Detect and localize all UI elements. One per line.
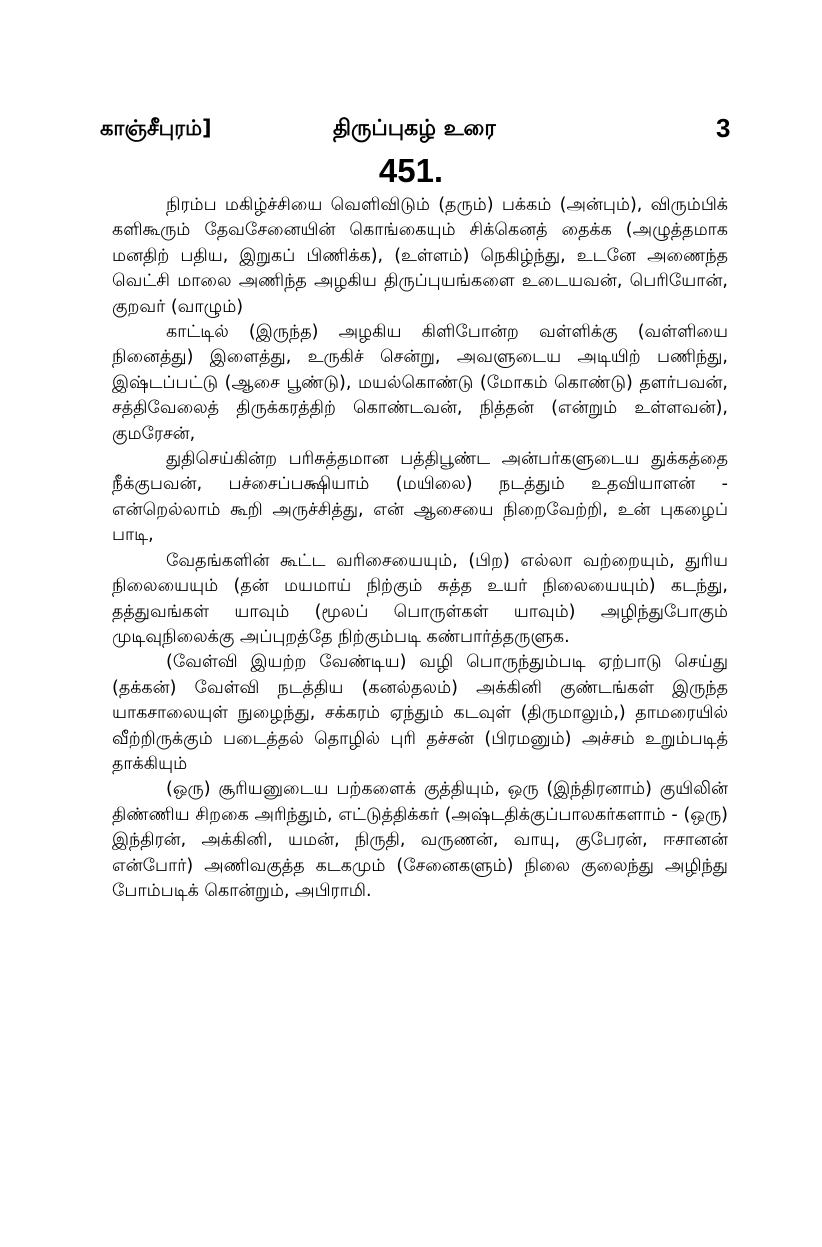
paragraph-1: நிரம்ப மகிழ்ச்சியை வெளிவிடும் (தரும்) பக்கம் (அன்பும்), விரும்பிக் களிகூரும் தேவசேனையின் கொங்கையும் சிக்கெனத் தைக்க (அழுத்தமாக மனதிற் பதிய, இறுகப் பிணிக்க), (உள்ளம்) நெகிழ்ந்து, உடனே அணைந்த வெட்சி மாலை அணிந்த அழகிய திருப்புயங்களை உடையவன், பெரியோன், குறவர் (வாழும்): [112, 195, 728, 317]
page-number: 3: [716, 113, 731, 143]
paragraph-4: வேதங்களின் கூட்ட வரிசையையும், (பிற) எல்லா வற்றையும், துரிய நிலையையும் (தன் மயமாய் நிற்கும் சுத்த உயர் நிலையையும்) கடந்து, தத்துவங்கள் யாவும் (மூலப் பொருள்கள் யாவும்) அழிந்துபோகும் முடிவுநிலைக்கு அப்புறத்தே நிற்கும்படி கண்பார்த்தருளுக.: [112, 550, 728, 647]
paragraph-5: (வேள்வி இயற்ற வேண்டிய) வழி பொருந்தும்படி ஏற்பாடு செய்து (தக்கன்) வேள்வி நடத்திய (கனல்தலம்) அக்கினி குண்டங்கள் இருந்த யாகசாலையுள் நுழைந்து, சக்கரம் ஏந்தும் கடவுள் (திருமாலும்,) தாமரையில் வீற்றிருக்கும் படைத்தல் தொழில் புரி தச்சன் (பிரமனும்) அச்சம் உறும்படித் தாக்கியும்: [112, 652, 728, 774]
running-header-left: காஞ்சீபுரம்]: [100, 116, 212, 140]
running-header-title: திருப்புகழ் உரை: [333, 116, 496, 141]
paragraph-6: (ஒரு) சூரியனுடைய பற்களைக் குத்தியும், ஒரு (இந்திரனாம்) குயிலின் திண்ணிய சிறகை அரிந்தும், எட்டுத்திக்கர் (அஷ்டதிக்குப்பாலகர்களாம் - (ஒரு) இந்திரன், அக்கினி, யமன், நிருதி, வருணன், வாயு, குபேரன், ஈசானன் என்போர்) அணிவகுத்த கடகமும் (சேனைகளும்) நிலை குலைந்து அழிந்து போம்படிக் கொன்றும், அபிராமி.: [112, 779, 728, 901]
paragraph-2: காட்டில் (இருந்த) அழகிய கிளிபோன்ற வள்ளிக்கு (வள்ளியை நினைத்து) இளைத்து, உருகிச் சென்று, அவளுடைய அடியிற் பணிந்து, இஷ்டப்பட்டு (ஆசை பூண்டு), மயல்கொண்டு (மோகம் கொண்டு) தளர்பவன், சத்திவேலைத் திருக்கரத்திற் கொண்டவன், நித்தன் (என்றும் உள்ளவன்), குமரேசன்,: [112, 322, 728, 444]
song-number: 451.: [378, 152, 444, 189]
commentary-body: [112, 193, 728, 904]
paragraph-3: துதிசெய்கின்ற பரிசுத்தமான பத்திபூண்ட அன்பர்களுடைய துக்கத்தை நீக்குபவன், பச்சைப்பக்ஷியாம் (மயிலை) நடத்தும் உதவியாளன் - என்றெல்லாம் கூறி அருச்சித்து, என் ஆசையை நிறைவேற்றி, உன் புகழைப் பாடி,: [112, 449, 728, 546]
